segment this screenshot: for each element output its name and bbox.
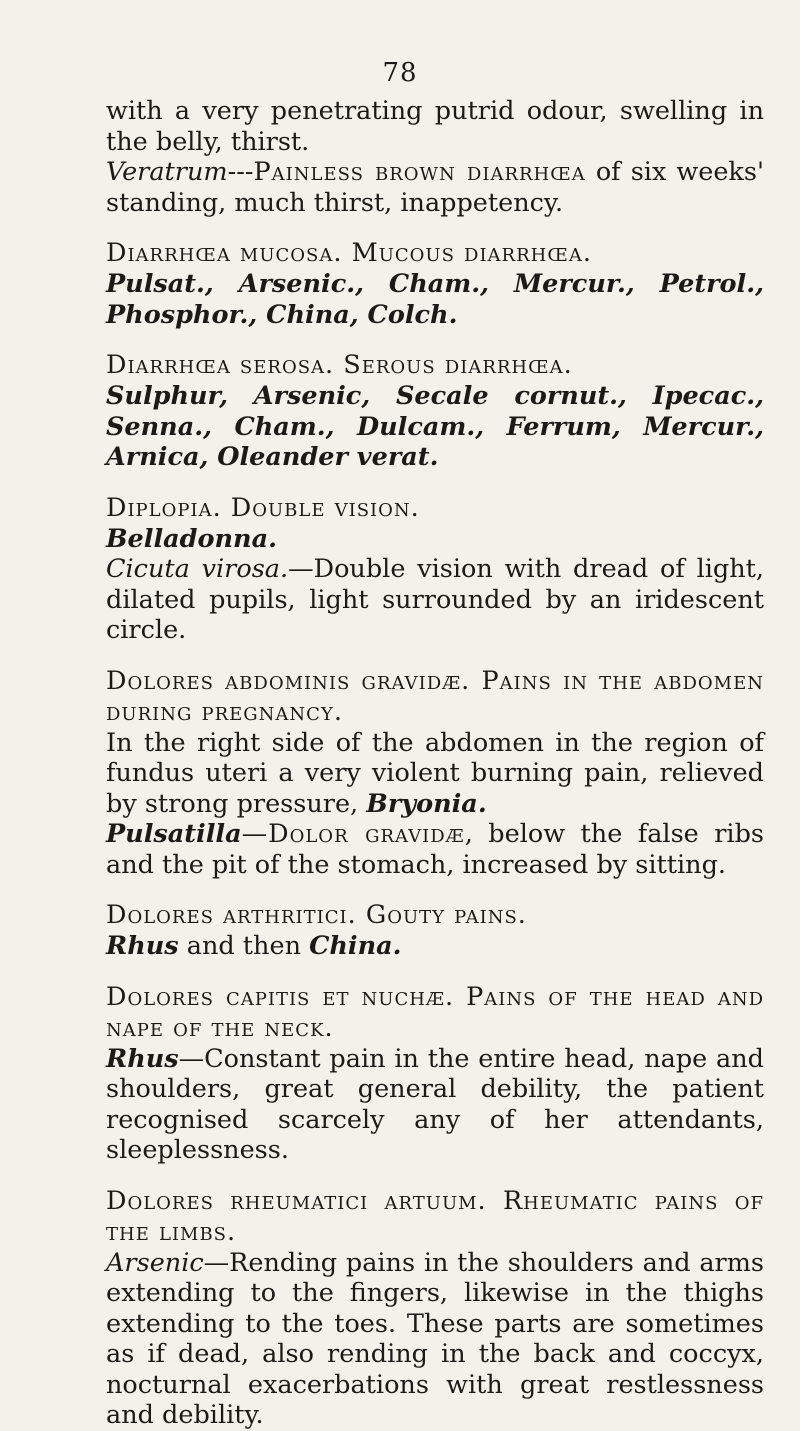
entry-diarrhoea-mucosa <box>106 238 764 330</box>
entry-diplopia <box>106 493 764 646</box>
entry-dolores-capitis <box>106 982 764 1166</box>
heading-dolores-arthritici: Dolores arthritici. Gouty pains. <box>106 900 527 930</box>
entry-continuation <box>106 96 764 218</box>
heading-diplopia: Diplopia. Double vision. <box>106 492 420 523</box>
remedies-diarrhoea-serosa: Sulphur, Arsenic, Secale cornut., Ipecac., Senna., Cham., Dulcam., Ferrum, Mercur., Arnica, Oleander verat. <box>106 381 764 472</box>
text-cicuta: Cicuta virosa.—Double vision with dread of light, dilated pupils, light surrounded by an iridescent circle. <box>106 554 764 645</box>
heading-dolores-gravidae: Dolores abdominis gravidæ. Pains in the abdomen during pregnancy. <box>106 665 764 727</box>
remedy-veratrum: Veratrum <box>106 157 228 187</box>
continuation-paragraph: with a very penetrating putrid odour, swelling in the belly, thirst. Veratrum---Painless brown diarrhœa of six weeks' standing, much thirst, inappetency. <box>106 96 764 218</box>
heading-diarrhoea-mucosa: Diarrhœa mucosa. Mucous diarrhœa. <box>106 238 592 268</box>
text-arthritici: Rhus and then China. <box>106 931 402 961</box>
text-rheumatici: Arsenic—Rending pains in the shoulders and arms extending to the fingers, likewise in the thighs extending to the toes. These parts are sometimes as if dead, also rending in the back and coccyx, nocturnal exacerbations with great restlessness and debility. <box>106 1247 764 1430</box>
entry-dolores-gravidae <box>106 666 764 881</box>
symptom-painless-diarrhoea: Painless brown diarrhœa <box>253 157 586 187</box>
entry-dolores-rheumatici <box>106 1186 764 1431</box>
heading-dolores-rheumatici: Dolores rheumatici artuum. Rheumatic pains of the limbs. <box>106 1185 764 1247</box>
remedy-belladonna: Belladonna. <box>106 523 277 554</box>
page-number: 78 <box>382 58 418 88</box>
text-gravidae-bryonia: In the right side of the abdomen in the region of fundus uteri a very violent burning pain, relieved by strong pressure, Bryonia. <box>106 727 764 819</box>
text-gravidae-pulsatilla: Pulsatilla—Dolor gravidæ, below the false ribs and the pit of the stomach, increased by sitting. <box>106 819 764 880</box>
heading-dolores-capitis: Dolores capitis et nuchæ. Pains of the head and nape of the neck. <box>106 981 764 1043</box>
heading-diarrhoea-serosa: Diarrhœa serosa. Serous diarrhœa. <box>106 350 573 380</box>
remedies-diarrhoea-mucosa: Pulsat., Arsenic., Cham., Mercur., Petrol., Phosphor., China, Colch. <box>106 269 764 330</box>
continuation-lead: with a very penetrating putrid odour, swelling in the belly, thirst. <box>106 96 764 157</box>
entry-diarrhoea-serosa <box>106 350 764 473</box>
text-capitis: Rhus—Constant pain in the entire head, nape and shoulders, great general debility, the patient recognised scarcely any of her attendants, sleeplessness. <box>106 1043 764 1165</box>
entry-dolores-arthritici <box>106 900 764 962</box>
